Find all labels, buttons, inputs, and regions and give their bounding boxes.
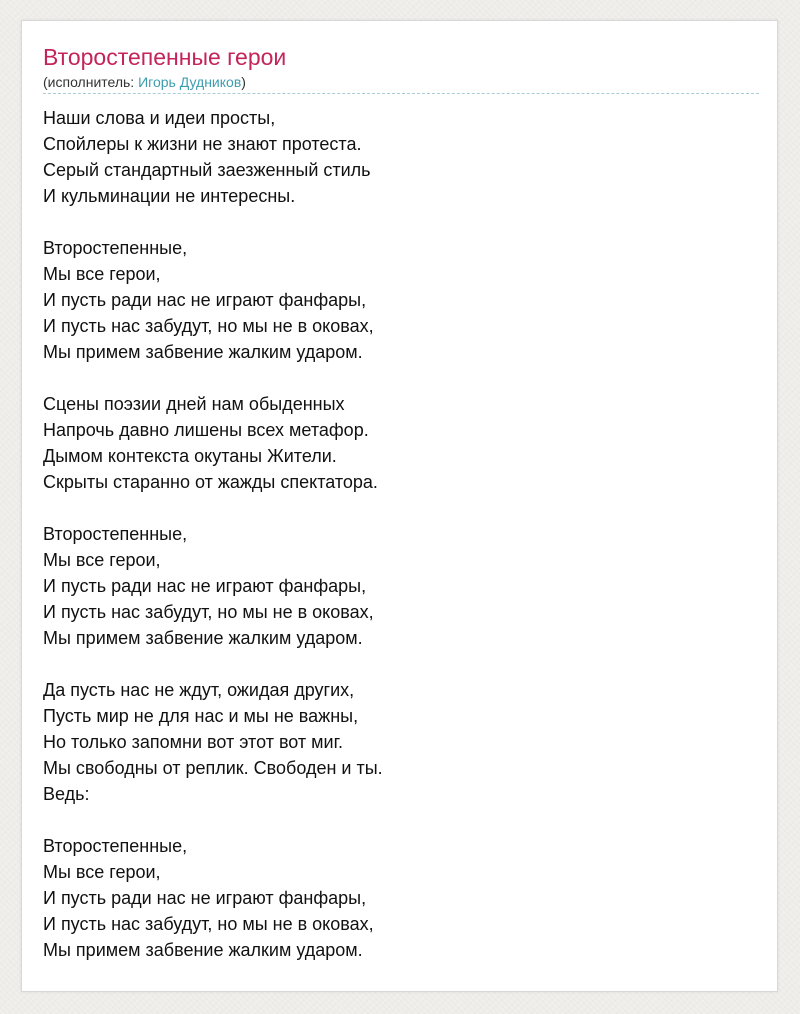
lyrics-stanza (43, 235, 759, 365)
lyrics-stanza (43, 833, 759, 963)
lyrics-line: Сцены поэзии дней нам обыденных (43, 394, 345, 414)
lyrics-line: Мы примем забвение жалким ударом. (43, 342, 363, 362)
lyrics-line: И пусть ради нас не играют фанфары, (43, 290, 367, 310)
artist-line (43, 73, 246, 91)
lyrics-line: Мы примем забвение жалким ударом. (43, 940, 363, 960)
lyrics-line: И пусть нас забудут, но мы не в оковах, (43, 602, 374, 622)
lyrics-line: И пусть нас забудут, но мы не в оковах, (43, 316, 374, 336)
lyrics-line: Но только запомни вот этот вот миг. (43, 732, 343, 752)
lyrics-line: Да пусть нас не ждут, ожидая других, (43, 680, 355, 700)
artist-prefix: (исполнитель: (43, 74, 139, 90)
lyrics-line: Второстепенные, (43, 238, 188, 258)
lyrics-line: Напрочь давно лишены всех метафор. (43, 420, 369, 440)
lyrics-line: И пусть ради нас не играют фанфары, (43, 576, 367, 596)
divider (43, 93, 759, 94)
lyrics-body (43, 105, 759, 989)
lyrics-line: Второстепенные, (43, 836, 188, 856)
lyrics-card (21, 20, 778, 992)
lyrics-line: И пусть ради нас не играют фанфары, (43, 888, 367, 908)
lyrics-stanza (43, 521, 759, 651)
lyrics-line: Наши слова и идеи просты, (43, 108, 276, 128)
lyrics-stanza (43, 391, 759, 495)
lyrics-line: Дымом контекста окутаны Жители. (43, 446, 337, 466)
lyrics-line: И пусть нас забудут, но мы не в оковах, (43, 914, 374, 934)
lyrics-line: Мы все герои, (43, 862, 161, 882)
lyrics-line: Серый стандартный заезженный стиль (43, 160, 371, 180)
lyrics-line: Мы все герои, (43, 264, 161, 284)
lyrics-line: Скрыты старанно от жажды спектатора. (43, 472, 378, 492)
song-title: Второстепенные герои (43, 44, 287, 70)
artist-link[interactable]: Игорь Дудников (138, 74, 242, 90)
lyrics-line: Спойлеры к жизни не знают протеста. (43, 134, 362, 154)
lyrics-stanza (43, 105, 759, 209)
lyrics-stanza (43, 677, 759, 807)
lyrics-line: Мы примем забвение жалким ударом. (43, 628, 363, 648)
lyrics-line: И кульминации не интересны. (43, 186, 296, 206)
lyrics-line: Мы все герои, (43, 550, 161, 570)
lyrics-line: Второстепенные, (43, 524, 188, 544)
lyrics-line: Мы свободны от реплик. Свободен и ты. (43, 758, 383, 778)
lyrics-line: Ведь: (43, 784, 90, 804)
lyrics-line: Пусть мир не для нас и мы не важны, (43, 706, 359, 726)
artist-suffix: ) (241, 74, 246, 90)
